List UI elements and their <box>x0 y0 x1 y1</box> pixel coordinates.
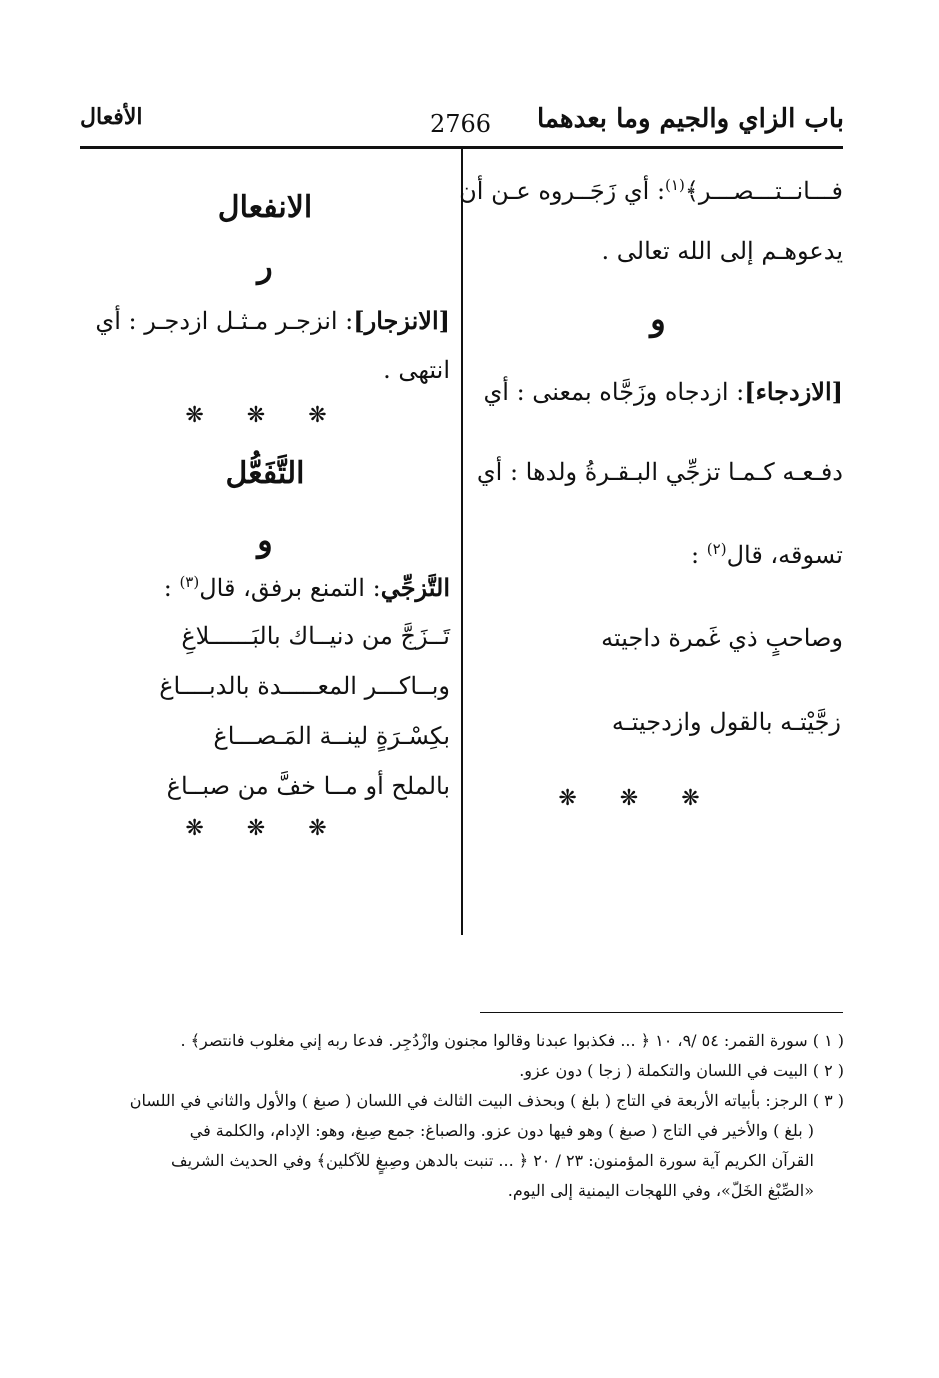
section-title: الأفعال <box>80 104 143 130</box>
left-letter-heading-waw: و <box>257 520 273 559</box>
colon: : <box>691 541 700 570</box>
colon: : <box>163 573 172 602</box>
separator-stars-left-2: ❋ ❋ ❋ <box>185 816 345 842</box>
footnote-2: ( ٢ ) البيت في اللسان والتكملة ( زجا ) دون عزو. <box>519 1061 844 1080</box>
right-entry-line-3 <box>473 540 843 570</box>
left-entry2-line <box>80 573 450 603</box>
rajaz-verse-3: بكِسْـرَةٍ لينــة المَـصـــاغ <box>213 722 450 751</box>
footnote-ref-3: (٣) <box>179 572 200 591</box>
gloss-text: : أي زَجَــروه عـن أن <box>459 177 666 205</box>
section-heading-infiaal: الانفعال <box>217 190 313 225</box>
footnote-3-cont-3: «الصِّبْغ الخَلّ»، وفي اللهجات اليمنية إلى اليوم. <box>507 1181 814 1200</box>
footnote-3-cont-1: ( بلغ ) والأخير في التاج ( صبغ ) وهو فيها دون عزو. والصباغ: جمع صِبغ، وهو: الإدام، والكلمة في <box>189 1121 814 1140</box>
column-divider <box>461 147 463 935</box>
left-column <box>80 190 450 841</box>
entry-text: تسوقه، قال <box>726 541 843 570</box>
footnote-ref-1: (١) <box>665 176 685 194</box>
right-column <box>459 170 843 811</box>
footnote-1: ( ١ ) سورة القمر: ٥٤ /٩، ١٠ ﴿ ... فكذبوا عبدنا وقالوا مجنون وازْدُجِر. فدعا ربه إني مغلوب فانتصر﴾ . <box>180 1031 844 1050</box>
entry-definition: : التمنع برفق، قال <box>199 573 381 602</box>
right-line-1 <box>459 176 843 206</box>
footnote-rule <box>480 1012 843 1013</box>
right-entry-line-2: دفـعـه كـمـا تزجِّي البـقـرةُ ولدها : أي <box>476 458 843 487</box>
left-entry-line-2: انتهى . <box>383 355 450 384</box>
entry-definition: : انزجـر مـثـل ازدجـر : أي <box>95 307 354 335</box>
right-entry-line-1 <box>473 378 843 407</box>
separator-stars-right: ❋ ❋ ❋ <box>558 785 718 811</box>
left-letter-heading-ra: ر <box>257 247 273 285</box>
entry-term-inzijar: [الانزجار] <box>353 306 450 335</box>
rajaz-verse-4: بالملح أو مــا خفَّ من صبــاغ <box>166 772 450 801</box>
quran-fragment: فـــانــتـــصـــر﴾ <box>684 177 843 205</box>
entry-term-izdija: [الازدجاء] <box>744 376 843 406</box>
right-letter-heading: و <box>650 299 666 338</box>
rajaz-verse-2: وبــاكـــر المعـــــدة بالدبــــاغ <box>159 672 450 701</box>
verse-line-2: زجَّيْتـه بالقول وازدجيتـه <box>611 707 841 736</box>
page-number: 2766 <box>430 110 492 138</box>
separator-stars-left-1: ❋ ❋ ❋ <box>185 402 345 428</box>
footnote-3-cont-2: القرآن الكريم آية سورة المؤمنون: ٢٣ / ٢٠ ﴿ ... تنبت بالدهن وصِبغٍ للآكلين﴾ وفي الحديث الشريف <box>171 1151 814 1170</box>
section-heading-tafaul: التَّفَعُّل <box>225 455 305 491</box>
verse-line-1: وصاحبٍ ذي غَمرة داجيته <box>601 623 843 652</box>
footnote-3: ( ٣ ) الرجز: بأبياته الأربعة في التاج ( بلغ ) وبحذف البيت الثالث في اللسان ( صبغ ) والأول والثاني في اللسان <box>129 1091 844 1110</box>
rajaz-verse-1: تَــزَجَّ من دنيــاك بالبَــــــلاغِ <box>181 622 450 651</box>
left-entry-line-1 <box>80 307 450 336</box>
chapter-title: باب الزاي والجيم وما بعدهما <box>536 104 844 134</box>
footnote-ref-2: (٢) <box>706 540 727 559</box>
entry-definition: : ازدجاه وزَجَّاه بمعنى : أي <box>483 377 745 406</box>
entry-term-tazajji: التَّزجِّي <box>380 572 450 602</box>
right-line-2: يدعوهـم إلى الله تعالى . <box>601 236 843 265</box>
footnotes <box>99 1026 844 1206</box>
